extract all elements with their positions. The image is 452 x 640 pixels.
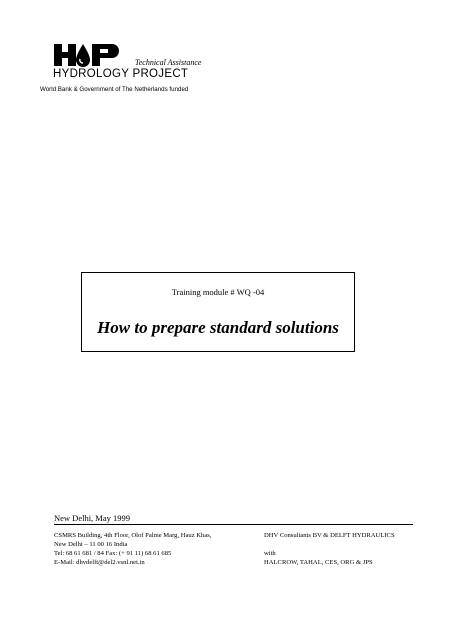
address-line: New Delhi – 11 00 16 India bbox=[54, 541, 128, 548]
footer-divider bbox=[54, 524, 413, 525]
consultant-line: with bbox=[264, 550, 276, 557]
consultant-line: HALCROW, TAHAL, CES, ORG & JPS bbox=[264, 559, 373, 566]
consultant-line bbox=[264, 540, 395, 549]
logo-tagline: Technical Assistance bbox=[135, 58, 202, 67]
module-number: Training module # WQ -04 bbox=[171, 287, 265, 297]
consultant-line: DHV Consultants BV & DELFT HYDRAULICS bbox=[264, 532, 395, 539]
document-title: How to prepare standard solutions bbox=[97, 318, 339, 337]
address-block-left bbox=[54, 531, 212, 567]
consultants-block bbox=[264, 531, 395, 567]
module-title-box bbox=[81, 272, 355, 352]
address-line: CSMRS Building, 4th Floor, Olof Palme Marg, Hauz Khas, bbox=[54, 532, 212, 539]
funding-note: World Bank & Government of The Netherlands funded bbox=[40, 86, 189, 93]
contact-line: Tel: 68 61 681 / 84 Fax: (+ 91 11) 68 61 685 bbox=[54, 550, 172, 557]
email-line: E-Mail: dhvdelft@del2.vsnl.net.in bbox=[54, 559, 145, 566]
place-and-date: New Delhi, May 1999 bbox=[54, 513, 131, 523]
project-name: HYDROLOGY PROJECT bbox=[53, 68, 189, 80]
